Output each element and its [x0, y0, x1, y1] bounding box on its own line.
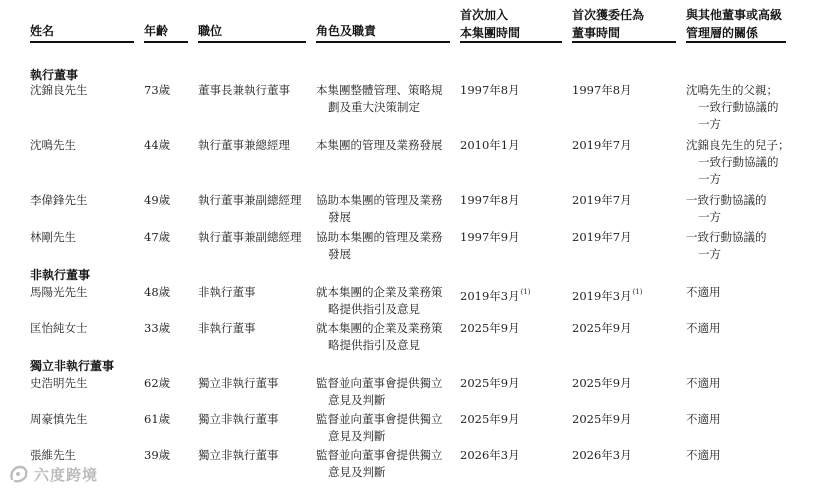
- cell-position: 非執行董事: [198, 321, 256, 335]
- cell-appointed: 2026年3月: [572, 448, 632, 462]
- cell-name: 沈錦良先生: [30, 83, 88, 97]
- cell-roles-line: 就本集團的企業及業務策: [316, 321, 443, 335]
- cell-age: 62歲: [144, 376, 171, 390]
- header-rule: [30, 41, 134, 43]
- cell-joined: 2025年9月: [460, 412, 520, 426]
- cell-relationship-line: 不適用: [686, 321, 721, 335]
- cell-name: 史浩明先生: [30, 376, 88, 390]
- header-joined: 首次加入 本集團時間: [460, 8, 521, 40]
- cell-relationship-line: 不適用: [686, 412, 721, 426]
- cell-roles-line: 略提供指引及意見: [328, 338, 420, 352]
- cell-relationship-line: 不適用: [686, 448, 721, 462]
- cell-name: 張維先生: [30, 448, 76, 462]
- cell-joined-value: 2019年3月: [460, 289, 520, 303]
- cell-relationship-line: 一方: [698, 172, 721, 186]
- cell-position: 執行董事兼總經理: [198, 138, 290, 152]
- section-non-executive: 非執行董事: [30, 268, 91, 282]
- cell-relationship-line: 一致行動協議的: [698, 100, 779, 114]
- cell-roles-line: 協助本集團的管理及業務: [316, 230, 443, 244]
- cell-joined: 1997年9月: [460, 230, 520, 244]
- cell-appointed: [572, 284, 643, 305]
- cell-joined: 2010年1月: [460, 138, 520, 152]
- cell-roles-line: 發展: [328, 210, 351, 224]
- watermark: [8, 463, 98, 485]
- cell-age: 49歲: [144, 193, 171, 207]
- cell-roles-line: 發展: [328, 247, 351, 261]
- header-rule: [572, 41, 676, 43]
- cell-relationship-line: 一方: [698, 117, 721, 131]
- cell-roles-line: 本集團整體管理、策略規: [316, 83, 443, 97]
- cell-position: 執行董事兼副總經理: [198, 230, 302, 244]
- header-rule: [316, 41, 450, 43]
- cell-appointed: 1997年8月: [572, 83, 632, 97]
- cell-position: 獨立非執行董事: [198, 448, 279, 462]
- header-position: 職位: [198, 24, 223, 38]
- cell-age: 48歲: [144, 285, 171, 299]
- cell-joined: 1997年8月: [460, 83, 520, 97]
- cell-appointed: 2025年9月: [572, 376, 632, 390]
- cell-relationship-line: 一方: [698, 247, 721, 261]
- cell-relationship-line: 不適用: [686, 376, 721, 390]
- cell-appointed: 2025年9月: [572, 412, 632, 426]
- cell-name: 李偉鋒先生: [30, 193, 88, 207]
- cell-appointed-value: 2019年3月: [572, 289, 632, 303]
- cell-position: 執行董事兼副總經理: [198, 193, 302, 207]
- footnote-ref: (1): [632, 288, 643, 296]
- cell-name: 沈鳴先生: [30, 138, 76, 152]
- section-executive: 執行董事: [30, 68, 79, 82]
- cell-age: 73歲: [144, 83, 171, 97]
- cell-roles-line: 略提供指引及意見: [328, 302, 420, 316]
- section-independent: 獨立非執行董事: [30, 359, 115, 373]
- cell-age: 61歲: [144, 412, 171, 426]
- header-roles: 角色及職責: [316, 24, 377, 38]
- cell-relationship-line: 一致行動協議的: [686, 193, 767, 207]
- cell-position: 獨立非執行董事: [198, 376, 279, 390]
- cell-roles-line: 本集團的管理及業務發展: [316, 138, 443, 152]
- header-age: 年齡: [144, 24, 169, 38]
- cell-joined: 2026年3月: [460, 448, 520, 462]
- cell-appointed: 2025年9月: [572, 321, 632, 335]
- cell-name: 周豪慎先生: [30, 412, 88, 426]
- header-name: 姓名: [30, 24, 55, 38]
- watermark-text: 六度跨境: [34, 465, 99, 484]
- cell-appointed: 2019年7月: [572, 230, 632, 244]
- header-rule: [198, 41, 306, 43]
- cell-relationship-line: 沈鳴先生的父親；: [686, 83, 778, 97]
- cell-position: 董事長兼執行董事: [198, 83, 290, 97]
- footnote-ref: (1): [520, 288, 531, 296]
- cell-joined: 2025年9月: [460, 376, 520, 390]
- cell-roles-line: 意見及判斷: [328, 465, 386, 479]
- cell-roles-line: 就本集團的企業及業務策: [316, 285, 443, 299]
- cell-joined: 2025年9月: [460, 321, 520, 335]
- cell-joined: 1997年8月: [460, 193, 520, 207]
- cell-age: 39歲: [144, 448, 171, 462]
- cell-relationship-line: 沈錦良先生的兒子；: [686, 138, 790, 152]
- cell-relationship-line: 一致行動協議的: [698, 155, 779, 169]
- cell-relationship-line: 一方: [698, 210, 721, 224]
- header-rule: [460, 41, 562, 43]
- cell-roles-line: 劃及重大決策制定: [328, 100, 420, 114]
- cell-joined: [460, 284, 531, 305]
- cell-roles-line: 監督並向董事會提供獨立: [316, 412, 443, 426]
- cell-age: 44歲: [144, 138, 171, 152]
- cell-position: 非執行董事: [198, 285, 256, 299]
- cell-age: 33歲: [144, 321, 171, 335]
- cell-roles-line: 意見及判斷: [328, 393, 386, 407]
- cell-name: 馬陽光先生: [30, 285, 88, 299]
- cell-roles-line: 協助本集團的管理及業務: [316, 193, 443, 207]
- header-rule: [144, 41, 188, 43]
- cell-roles-line: 監督並向董事會提供獨立: [316, 448, 443, 462]
- cell-age: 47歲: [144, 230, 171, 244]
- cell-roles-line: 監督並向董事會提供獨立: [316, 376, 443, 390]
- cell-relationship-line: 不適用: [686, 285, 721, 299]
- header-rule: [686, 41, 786, 43]
- cell-position: 獨立非執行董事: [198, 412, 279, 426]
- watermark-logo-icon: [8, 463, 30, 485]
- cell-roles-line: 意見及判斷: [328, 429, 386, 443]
- cell-name: 林剛先生: [30, 230, 76, 244]
- cell-name: 匡怡純女士: [30, 321, 88, 335]
- cell-appointed: 2019年7月: [572, 193, 632, 207]
- cell-appointed: 2019年7月: [572, 138, 632, 152]
- header-relationship: 與其他董事或高級 管理層的關係: [686, 8, 783, 40]
- cell-relationship-line: 一致行動協議的: [686, 230, 767, 244]
- header-appointed: 首次獲委任為 董事時間: [572, 8, 645, 40]
